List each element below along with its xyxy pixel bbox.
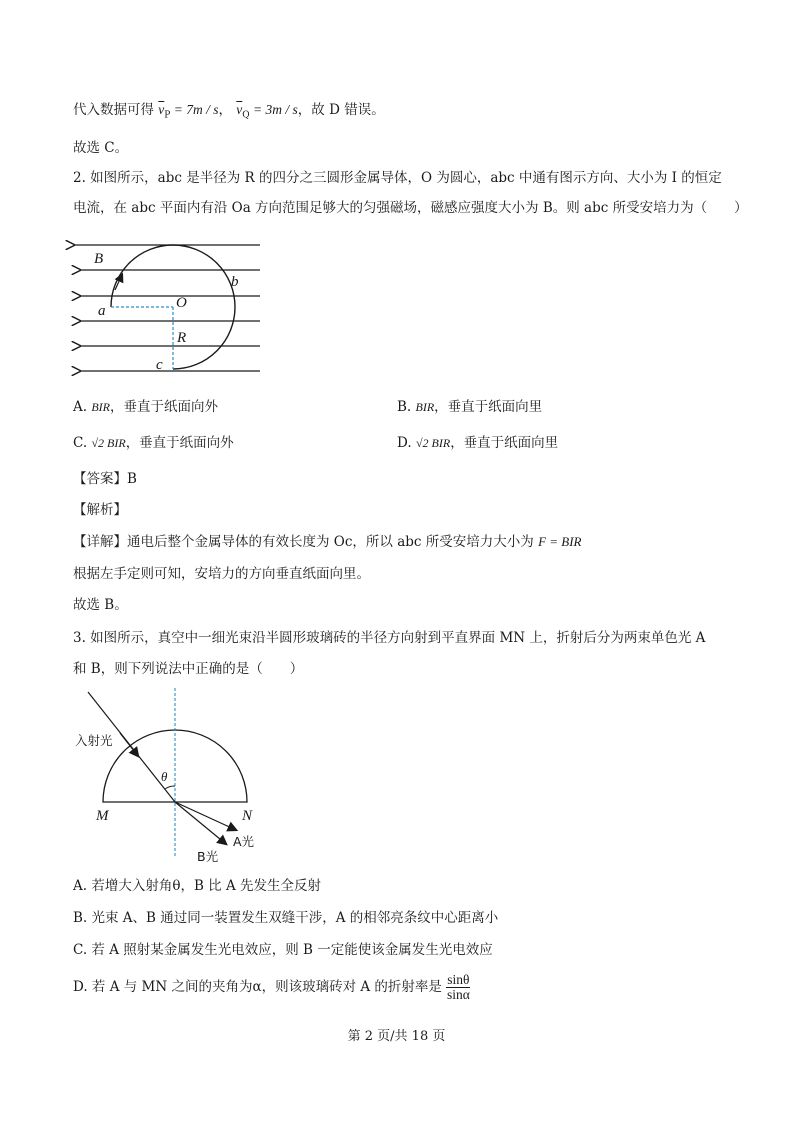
- option-letter: C.: [73, 435, 88, 451]
- vp-sub: P: [164, 110, 171, 121]
- q2-stem-line1: 2. 如图所示，abc 是半径为 R 的四分之三圆形金属导体，O 为圆心，abc 中通有图示方向、大小为 I 的恒定: [73, 170, 722, 186]
- option-text: D. 若 A 与 MN 之间的夹角为α，则该玻璃砖对 A 的折射率是: [73, 979, 442, 995]
- label-B-light: B光: [197, 849, 219, 864]
- ray-A: [175, 802, 236, 830]
- option-text: ，垂直于纸面向外: [110, 399, 218, 415]
- fraction-numerator: sinθ: [447, 972, 470, 987]
- label-incident: 入射光: [75, 733, 113, 748]
- label-a: a: [98, 303, 106, 319]
- label-O: O: [176, 295, 187, 311]
- page-footer: 第 2 页/共 18 页: [347, 1029, 446, 1044]
- prev-sep: ，: [218, 102, 232, 118]
- option-letter: A.: [73, 399, 88, 415]
- vq-sub: Q: [242, 110, 250, 121]
- q3-option-a[interactable]: A. 若增大入射角θ，B 比 A 先发生全反射: [73, 878, 322, 894]
- q2-detail-math: F = BIR: [538, 534, 582, 549]
- vp-symbol: $\overline{v}$: [158, 102, 165, 117]
- q3-stem-line2: 和 B，则下列说法中正确的是（ ）: [73, 661, 304, 677]
- label-N: N: [242, 808, 253, 824]
- option-math: BIR: [415, 400, 435, 414]
- q3-option-d[interactable]: [73, 972, 470, 1002]
- label-b: b: [231, 274, 239, 290]
- label-c: c: [156, 357, 163, 373]
- option-letter: D.: [397, 435, 412, 451]
- option-text: ，垂直于纸面向外: [125, 435, 234, 451]
- q2-detail-text: 【详解】通电后整个金属导体的有效长度为 Oc，所以 abc 所受安培力大小为: [73, 534, 534, 550]
- q2-analysis-heading: 【解析】: [73, 502, 127, 518]
- refractive-index-fraction: [446, 973, 470, 1002]
- vp-value: = 7m / s: [170, 102, 219, 117]
- q2-answer: 【答案】B: [73, 471, 137, 487]
- label-R: R: [177, 330, 187, 346]
- fraction-denominator: sinα: [446, 987, 470, 1002]
- option-text: ，垂直于纸面向里: [434, 399, 543, 415]
- option-text: ，垂直于纸面向里: [450, 435, 559, 451]
- q3-option-c[interactable]: C. 若 A 照射某金属发生光电效应，则 B 一定能使该金属发生光电效应: [73, 942, 493, 958]
- option-letter: B.: [397, 399, 412, 415]
- vq-symbol: $\overline{v}$: [236, 102, 243, 117]
- option-math: √2 BIR: [91, 436, 126, 450]
- theta-arc: [165, 786, 175, 789]
- q2-detail2: 根据左手定则可知，安培力的方向垂直纸面向里。: [73, 566, 370, 582]
- prev-suffix: ，故 D 错误。: [297, 102, 385, 118]
- q2-stem-line2: 电流，在 abc 平面内有沿 Oa 方向范围足够大的匀强磁场，磁感应强度大小为 B。则 abc 所受安培力为（ ）: [73, 200, 748, 216]
- prev-prefix: 代入数据可得: [73, 102, 154, 118]
- q3-option-b[interactable]: B. 光束 A、B 通过同一装置发生双缝干涉，A 的相邻亮条纹中心距离小: [73, 910, 499, 926]
- label-A-light: A光: [233, 834, 255, 849]
- option-math: BIR: [91, 400, 110, 414]
- label-theta: θ: [161, 769, 168, 784]
- option-math: √2 BIR: [415, 436, 451, 450]
- label-M: M: [96, 808, 109, 824]
- prev-conclusion: 故选 C。: [73, 140, 129, 156]
- q2-conclusion: 故选 B。: [73, 597, 128, 613]
- q3-stem-line1: 3. 如图所示，真空中一细光束沿半圆形玻璃砖的半径方向射到平直界面 MN 上，折射后分为两束单色光 A: [73, 630, 706, 646]
- vq-value: = 3m / s: [249, 102, 298, 117]
- ray-B: [175, 802, 226, 844]
- label-B: B: [94, 251, 104, 267]
